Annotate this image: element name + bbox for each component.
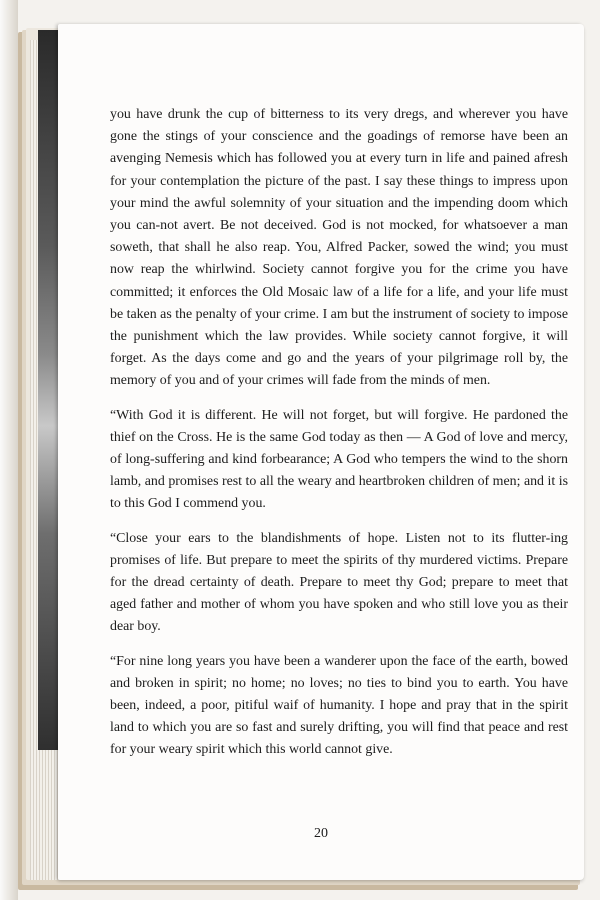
paragraph-4: “For nine long years you have been a wanderer upon the face of the earth, bowed and broken in spirit; no home; no loves; no ties to bind you to earth. You have been, indeed, a poor, pitiful waif of humanity. I hope and pray that in the spirit land to which you are so fast and surely drifting, you will find that peace and rest for your weary spirit which this world cannot give. [110,653,568,758]
page-number: 20 [314,826,328,841]
previous-page-photo-strip [38,30,60,750]
book-binding-edge [0,0,18,900]
paragraph-3: “Close your ears to the blandishments of hope. Listen not to its flutter-ing promises of life. But prepare to meet the spirits of thy murdered victims. Prepare for the dread certainty of death. Prepare to meet thy God; prepare to meet that aged father and mother of whom you have spoken and who still love you as their dear boy. [110,530,568,635]
page-body-text [110,104,568,774]
book-page [58,24,584,880]
paragraph-2: “With God it is different. He will not forget, but will forgive. He pardoned the thief on the Cross. He is the same God today as then — A God of love and mercy, of long-suffering and kind forbearance; A God who tempers the wind to the shorn lamb, and promises rest to all the weary and heartbroken children of men; and it is to this God I commend you. [110,407,568,512]
paragraph-1: you have drunk the cup of bitterness to its very dregs, and wherever you have gone the stings of your conscience and the goadings of remorse have been an avenging Nemesis which has followed you at every turn in life and pained afresh for your contemplation the picture of the past. I say these things to impress upon your mind the awful solemnity of your situation and the impending doom which you can-not avert. Be not deceived. God is not mocked, for whatsoever a man soweth, that shall he also reap. You, Alfred Packer, sowed the wind; you must now reap the whirlwind. Society cannot forgive you for the crime you have committed; it enforces the Old Mosaic law of a life for a life, and your life must be taken as the penalty of your crime. I am but the instrument of society to impose the punishment which the law provides. While society cannot forgive, it will forget. As the days come and go and the years of your pilgrimage roll by, the memory of you and of your crimes will fade from the minds of men. [110,107,568,389]
